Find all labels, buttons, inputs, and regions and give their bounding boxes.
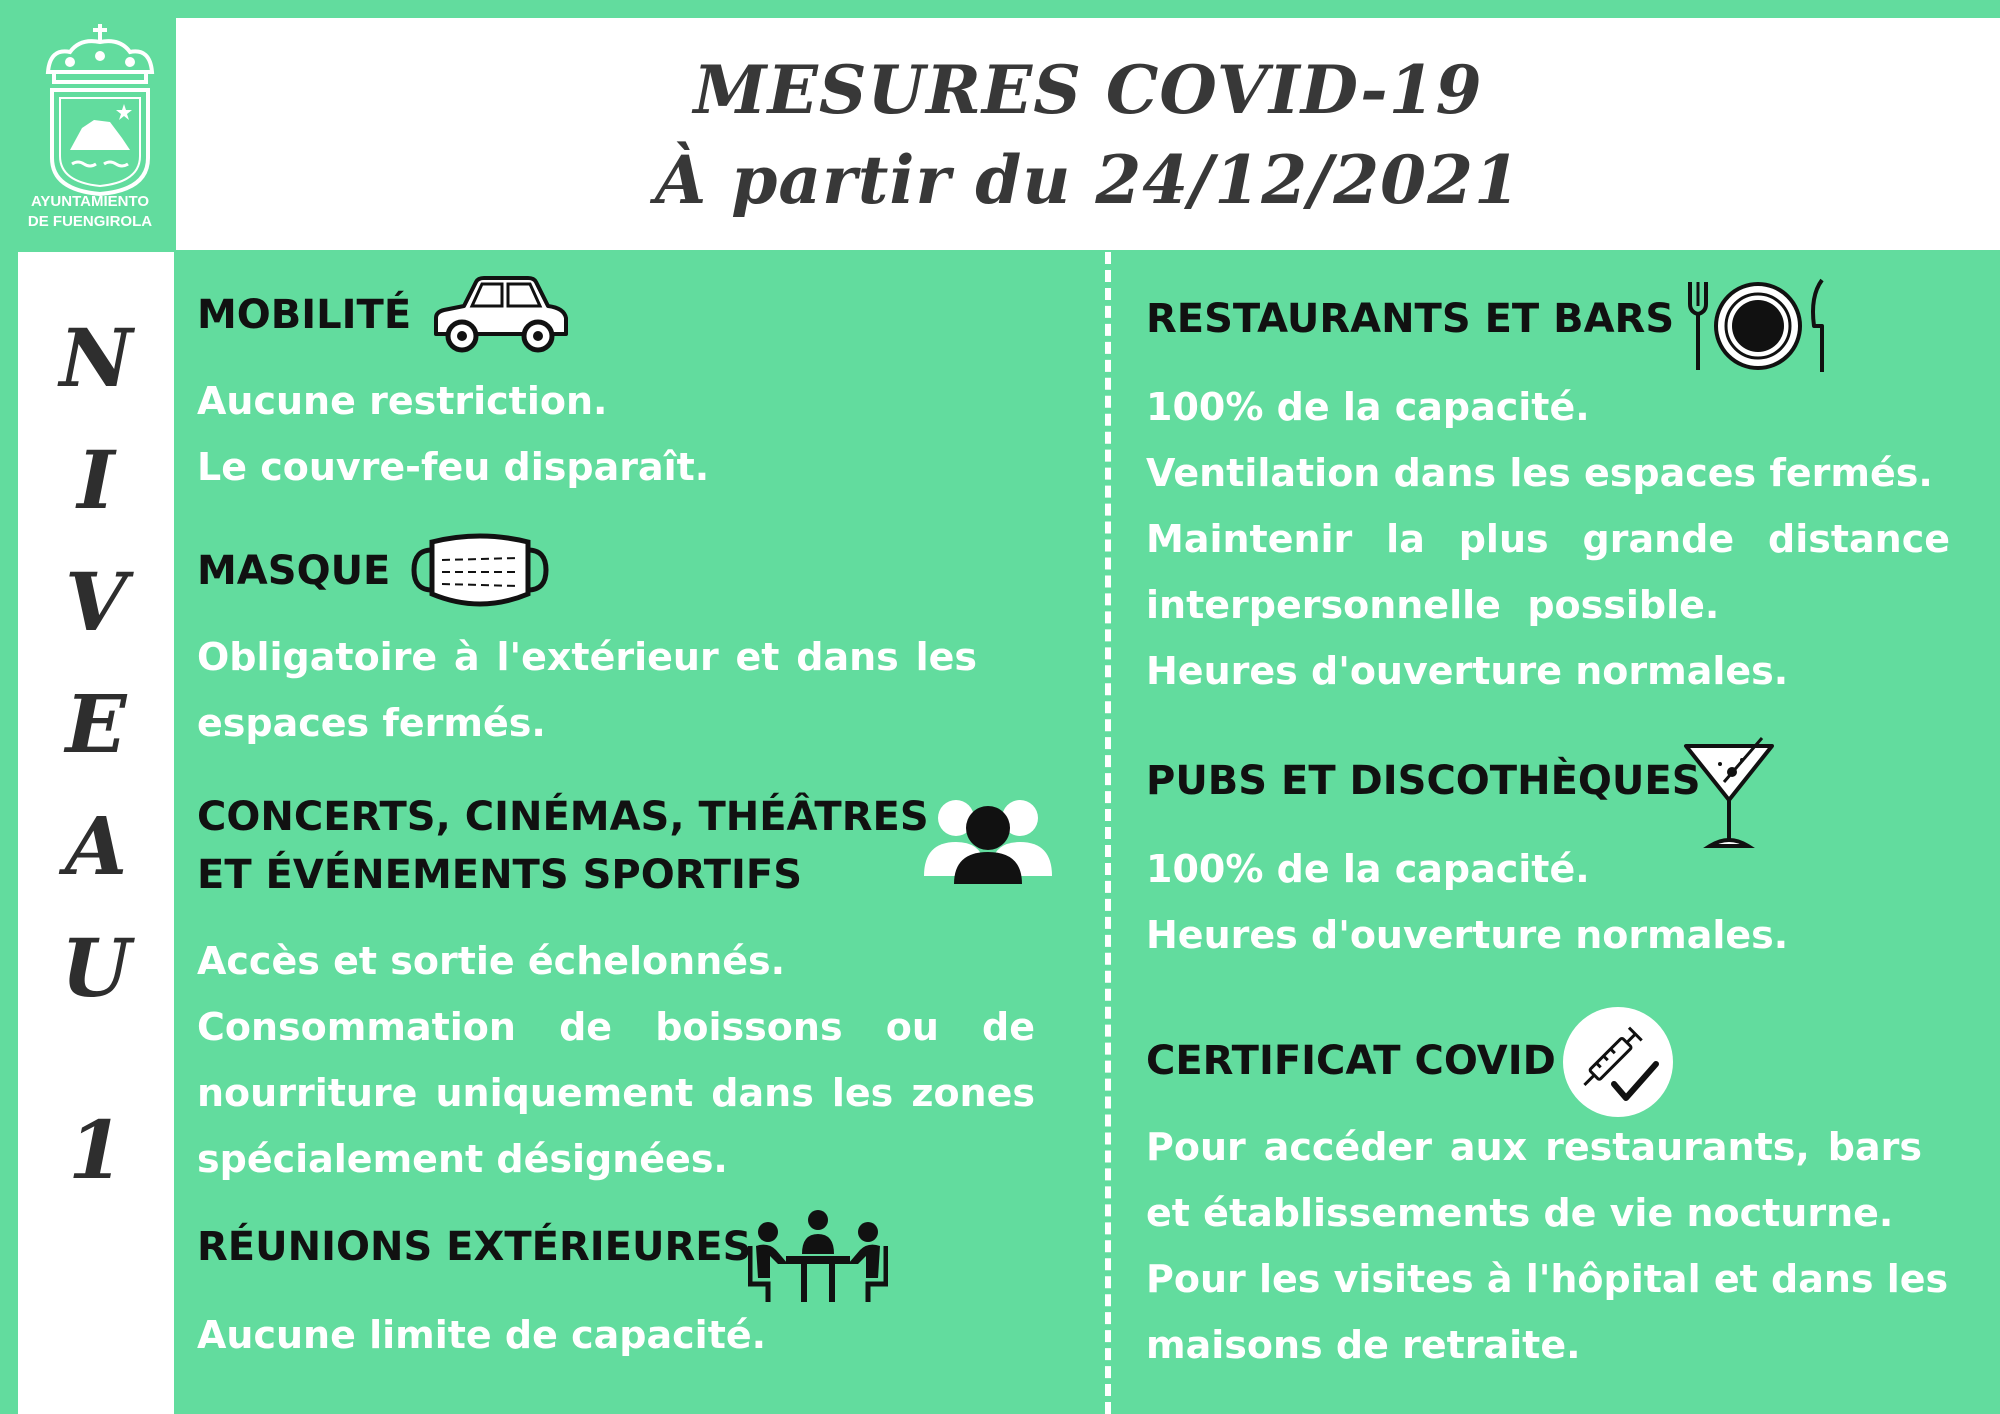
cocktail-glass-icon bbox=[1680, 734, 1780, 852]
masque-line-2: espaces fermés. bbox=[197, 701, 546, 745]
certificat-line-3: Pour les visites à l'hôpital et dans les bbox=[1146, 1257, 1949, 1301]
pubs-heading: PUBS ET DISCOTHÈQUES bbox=[1146, 758, 1701, 804]
meeting-table-icon bbox=[748, 1206, 888, 1306]
niveau-letter-e: E bbox=[65, 677, 127, 771]
niveau-letter-v: V bbox=[64, 555, 128, 649]
people-group-icon bbox=[920, 792, 1056, 884]
certificat-heading: CERTIFICAT COVID bbox=[1146, 1038, 1556, 1084]
mobilite-line-2: Le couvre-feu disparaît. bbox=[197, 445, 710, 489]
concerts-heading-line2: ET ÉVÉNEMENTS SPORTIFS bbox=[197, 852, 802, 898]
restaurants-line-4: interpersonnelle possible. bbox=[1146, 583, 1720, 627]
reunions-line-1: Aucune limite de capacité. bbox=[197, 1313, 767, 1357]
concerts-line-2: Consommation de boissons ou de bbox=[197, 1005, 1035, 1049]
concerts-heading-line1: CONCERTS, CINÉMAS, THÉÂTRES bbox=[197, 794, 929, 840]
restaurants-line-2: Ventilation dans les espaces fermés. bbox=[1146, 451, 1933, 495]
niveau-letter-a: A bbox=[64, 799, 128, 893]
car-icon bbox=[430, 272, 570, 360]
masque-heading: MASQUE bbox=[197, 548, 391, 594]
restaurants-line-5: Heures d'ouverture normales. bbox=[1146, 649, 1789, 693]
logo-text-line2: DE FUENGIROLA bbox=[27, 213, 153, 230]
syringe-check-icon bbox=[1562, 1006, 1674, 1118]
concerts-line-3: nourriture uniquement dans les zones bbox=[197, 1071, 1035, 1115]
restaurants-heading: RESTAURANTS ET BARS bbox=[1146, 296, 1675, 342]
pubs-line-2: Heures d'ouverture normales. bbox=[1146, 913, 1789, 957]
page-subtitle-date: À partir du 24/12/2021 bbox=[655, 141, 1521, 219]
niveau-letter-u: U bbox=[61, 921, 131, 1015]
niveau-letter-i: I bbox=[77, 433, 115, 527]
mobilite-heading: MOBILITÉ bbox=[197, 292, 412, 338]
certificat-line-1: Pour accéder aux restaurants, bars bbox=[1146, 1125, 1922, 1169]
mobilite-line-1: Aucune restriction. bbox=[197, 379, 608, 423]
restaurants-line-3: Maintenir la plus grande distance bbox=[1146, 517, 1950, 561]
niveau-letter-n: N bbox=[59, 311, 133, 405]
page-title: MESURES COVID-19 bbox=[693, 51, 1483, 129]
plate-cutlery-icon bbox=[1682, 276, 1834, 376]
certificat-line-2: et établissements de vie nocturne. bbox=[1146, 1191, 1894, 1235]
certificat-line-4: maisons de retraite. bbox=[1146, 1323, 1581, 1367]
niveau-number-1: 1 bbox=[68, 1103, 124, 1197]
reunions-heading: RÉUNIONS EXTÉRIEURES bbox=[197, 1224, 752, 1270]
logo-text-line1: AYUNTAMIENTO bbox=[30, 193, 150, 210]
concerts-line-4: spécialement désignées. bbox=[197, 1137, 728, 1181]
restaurants-line-1: 100% de la capacité. bbox=[1146, 385, 1590, 429]
face-mask-icon bbox=[408, 528, 552, 612]
concerts-line-1: Accès et sortie échelonnés. bbox=[197, 939, 786, 983]
pubs-line-1: 100% de la capacité. bbox=[1146, 847, 1590, 891]
masque-line-1: Obligatoire à l'extérieur et dans les bbox=[197, 635, 977, 679]
column-divider bbox=[1105, 252, 1111, 1414]
